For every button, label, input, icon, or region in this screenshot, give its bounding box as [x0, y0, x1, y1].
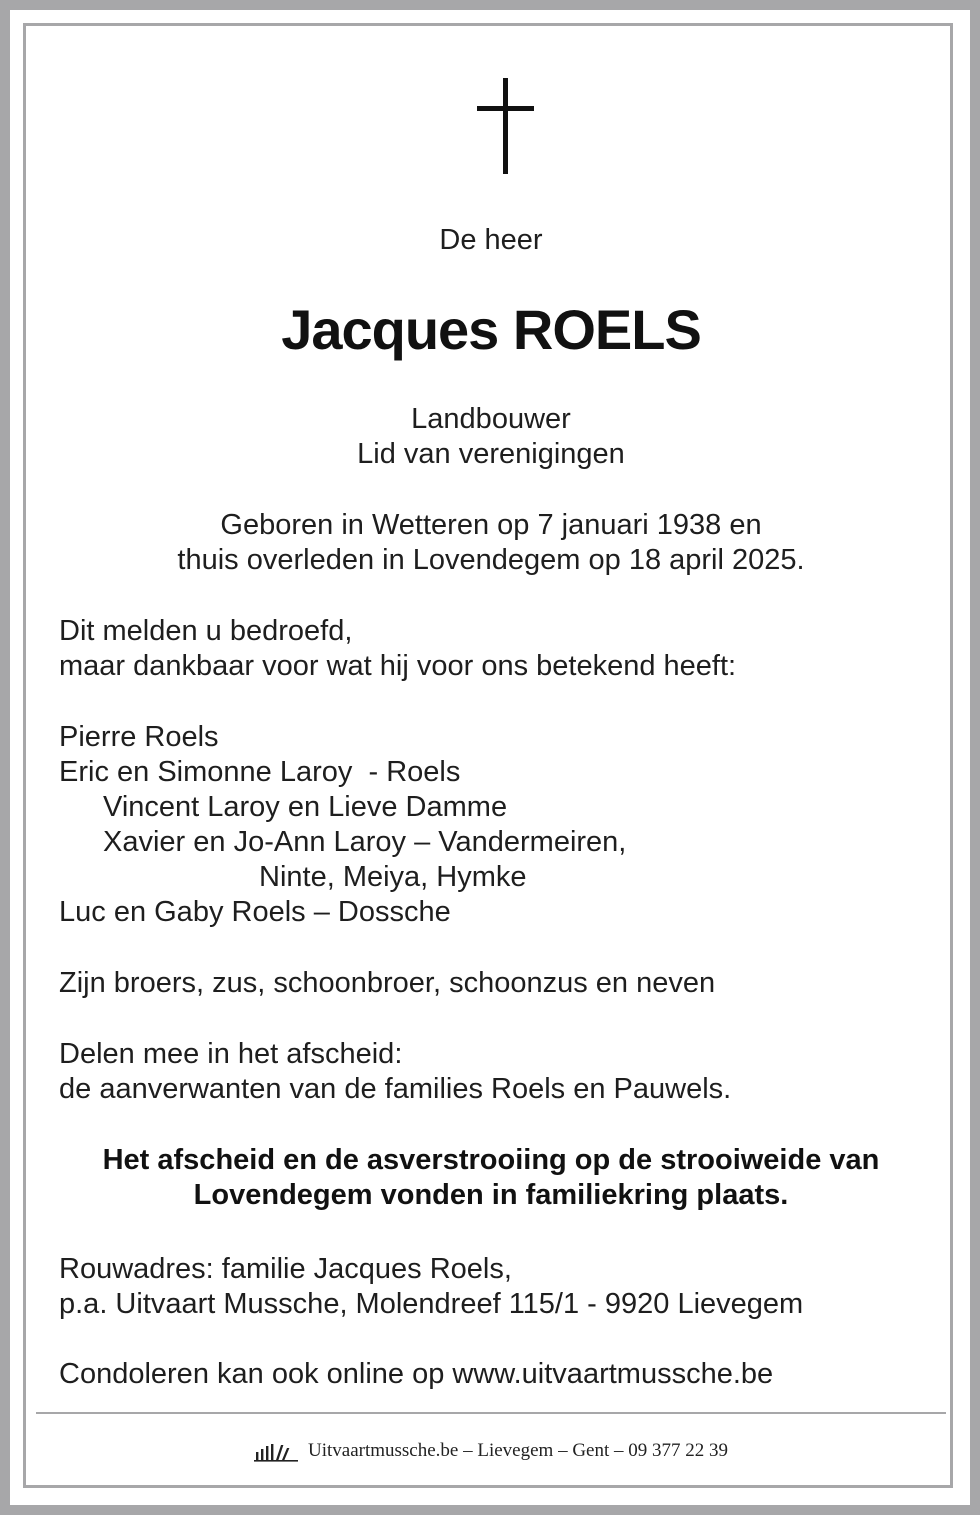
occupation-line-2: Lid van verenigingen: [357, 438, 625, 470]
family-member: Ninte, Meiya, Hymke: [259, 861, 527, 893]
funeral-home-logo-icon: [254, 1442, 298, 1462]
footer-text: Uitvaartmussche.be – Lievegem – Gent – 09 377 22 39: [307, 1440, 728, 1461]
footer-divider: [36, 1412, 946, 1414]
shared-line-1: Delen mee in het afscheid:: [59, 1038, 403, 1070]
family-member: Eric en Simonne Laroy - Roels: [59, 756, 461, 788]
family-member: Pierre Roels: [59, 721, 219, 753]
family-member: Luc en Gaby Roels – Dossche: [59, 896, 451, 928]
address-line-1: Rouwadres: familie Jacques Roels,: [59, 1253, 512, 1285]
latin-cross-icon: [477, 78, 537, 178]
announcement-line-1: Dit melden u bedroefd,: [59, 615, 353, 647]
address-line-2: p.a. Uitvaart Mussche, Molendreef 115/1 - 9920 Lievegem: [59, 1288, 804, 1320]
obituary-card: [10, 10, 970, 1505]
condolence-line: Condoleren kan ook online op www.uitvaartmussche.be: [59, 1358, 774, 1390]
farewell-line-1: Het afscheid en de asverstrooiing op de strooiweide van: [102, 1144, 880, 1176]
family-member: Xavier en Jo-Ann Laroy – Vandermeiren,: [103, 826, 627, 858]
relatives-line: Zijn broers, zus, schoonbroer, schoonzus en neven: [59, 967, 716, 999]
occupation-line-1: Landbouwer: [411, 403, 571, 435]
obituary-frame: [23, 23, 953, 1488]
footer: [26, 1439, 956, 1463]
family-member: Vincent Laroy en Lieve Damme: [103, 791, 508, 823]
farewell-line-2: Lovendegem vonden in familiekring plaats.: [193, 1179, 789, 1211]
deceased-name: Jacques ROELS: [281, 298, 701, 361]
birth-line: Geboren in Wetteren op 7 januari 1938 en: [220, 509, 762, 541]
shared-line-2: de aanverwanten van de families Roels en Pauwels.: [59, 1073, 732, 1105]
announcement-line-2: maar dankbaar voor wat hij voor ons betekend heeft:: [59, 650, 737, 682]
death-line: thuis overleden in Lovendegem op 18 april 2025.: [177, 544, 805, 576]
title-prefix: De heer: [439, 224, 543, 256]
